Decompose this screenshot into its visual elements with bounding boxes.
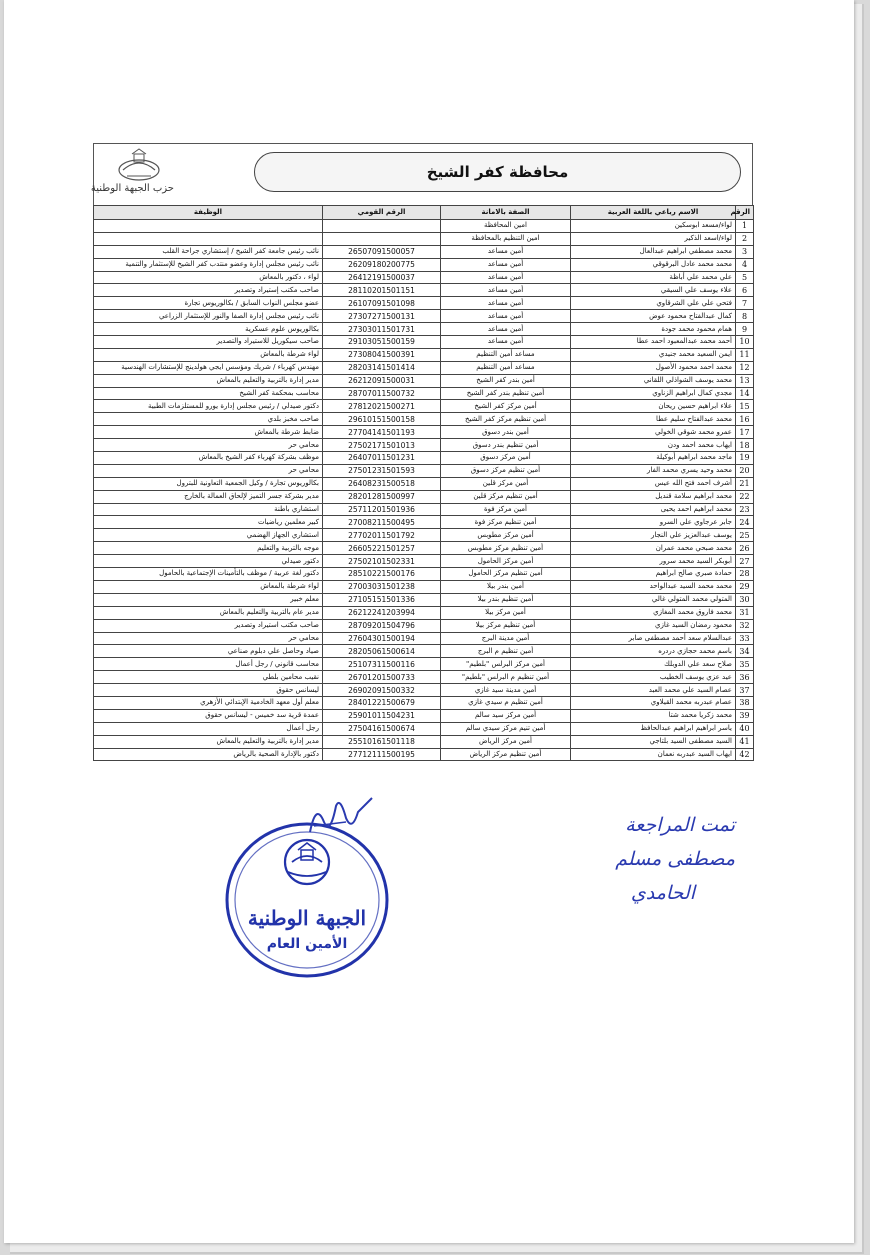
cell-national-id: 26212091500031 — [323, 374, 441, 387]
cell-job: صاحب مكتب استيراد وتصدير — [94, 619, 323, 632]
table-header-row — [94, 206, 754, 220]
cell-num: 40 — [736, 722, 754, 735]
cell-role: أمين تنظيم مركز كفر الشيخ — [441, 413, 571, 426]
cell-num: 41 — [736, 735, 754, 748]
table-row — [94, 297, 754, 310]
cell-num: 42 — [736, 748, 754, 761]
table-row — [94, 722, 754, 735]
cell-name: صلاح سعد علي الدوبلك — [571, 658, 736, 671]
cell-role: أمين تنظيم مركز فوة — [441, 516, 571, 529]
cell-job: مدير إدارة بالتربية والتعليم بالمعاش — [94, 374, 323, 387]
cell-num: 10 — [736, 336, 754, 349]
cell-job: ضابط شرطة بالمعاش — [94, 426, 323, 439]
cell-national-id: 27307271500131 — [323, 310, 441, 323]
cell-num: 39 — [736, 709, 754, 722]
cell-national-id: 29610151500158 — [323, 413, 441, 426]
table-row — [94, 503, 754, 516]
table-row — [94, 477, 754, 490]
cell-national-id: 26605221501257 — [323, 542, 441, 555]
cell-num: 17 — [736, 426, 754, 439]
cell-role: أمين مساعد — [441, 271, 571, 284]
cell-national-id: 27504161500674 — [323, 722, 441, 735]
table-row — [94, 452, 754, 465]
document-header — [90, 143, 753, 205]
cell-national-id: 26209180200775 — [323, 258, 441, 271]
cell-name: محمد صبحي محمد عمران — [571, 542, 736, 555]
cell-role: أمين تنظيم م البرج — [441, 645, 571, 658]
cell-num: 8 — [736, 310, 754, 323]
cell-national-id: 29103051500159 — [323, 336, 441, 349]
table-row — [94, 439, 754, 452]
cell-national-id: 27501231501593 — [323, 464, 441, 477]
cell-job: نائب رئيس مجلس إدارة الصفا والنور للإستثمار الزراعي — [94, 310, 323, 323]
cell-name: محمد مصطفي ابراهيم عبدالعال — [571, 245, 736, 258]
table-row — [94, 245, 754, 258]
cell-name: المتولي محمد المتولي غالي — [571, 593, 736, 606]
cell-num: 12 — [736, 361, 754, 374]
cell-name: كمال عبدالفتاح محمود عوض — [571, 310, 736, 323]
cell-national-id: 28510221500176 — [323, 568, 441, 581]
cell-national-id: 28709201504796 — [323, 619, 441, 632]
cell-role: أمين مساعد — [441, 258, 571, 271]
cell-num: 19 — [736, 452, 754, 465]
table-row — [94, 748, 754, 761]
cell-name: عصام عبدربه محمد القيلاوي — [571, 696, 736, 709]
cell-job: رجل أعمال — [94, 722, 323, 735]
cell-national-id: 27502171501013 — [323, 439, 441, 452]
cell-national-id: 28205061500614 — [323, 645, 441, 658]
cell-role: مساعد أمين التنظيم — [441, 348, 571, 361]
cell-name: لواء/اسعد الذكير — [571, 232, 736, 245]
cell-name: يوسف عبدالعزيز علي النجار — [571, 529, 736, 542]
cell-job: محاسب بمحكمة كفر الشيخ — [94, 387, 323, 400]
stamp-office: الأمين العام — [266, 936, 348, 952]
cell-name: محمد عبدالفتاح سليم عطا — [571, 413, 736, 426]
cell-num: 37 — [736, 684, 754, 697]
cell-num: 36 — [736, 671, 754, 684]
cell-national-id: 28401221500679 — [323, 696, 441, 709]
cell-job: معلم خبير — [94, 593, 323, 606]
cell-job: نقيب محامين بلطي — [94, 671, 323, 684]
cell-role: أمين بندر بيلا — [441, 580, 571, 593]
cell-num: 18 — [736, 439, 754, 452]
cell-num: 16 — [736, 413, 754, 426]
cell-name: محمد فاروق محمد المغازي — [571, 606, 736, 619]
cell-job: بكالوريوس تجارة / وكيل الجمعية التعاونية للبترول — [94, 477, 323, 490]
cell-name: محمد محمد السيد عبدالواحد — [571, 580, 736, 593]
cell-role: أمين مساعد — [441, 336, 571, 349]
cell-role: أمين مركز مطوبس — [441, 529, 571, 542]
cell-num: 24 — [736, 516, 754, 529]
cell-national-id — [323, 220, 441, 233]
cell-role: أمين مدينة البرج — [441, 632, 571, 645]
cell-name: محمد ابراهيم احمد يحيى — [571, 503, 736, 516]
cell-num: 13 — [736, 374, 754, 387]
table-body — [94, 220, 754, 761]
cell-job: معلم أول معهد الخادمية الإبتدائي الأزهري — [94, 696, 323, 709]
cell-role: أمين تنظيم مركز مطوبس — [441, 542, 571, 555]
cell-national-id: 26412191500037 — [323, 271, 441, 284]
cell-national-id: 28201281500997 — [323, 490, 441, 503]
cell-num: 14 — [736, 387, 754, 400]
table-row — [94, 258, 754, 271]
cell-role: أمين مركز قلين — [441, 477, 571, 490]
cell-job: صاحب مكتب إستيراد وتصدير — [94, 284, 323, 297]
cell-num: 32 — [736, 619, 754, 632]
cell-num: 1 — [736, 220, 754, 233]
cell-name: عبدالسلام سعد أحمد مصطفى صابر — [571, 632, 736, 645]
cell-name: عصام السيد علي محمد العبد — [571, 684, 736, 697]
cell-role: أمين تنظيم مركز دسوق — [441, 464, 571, 477]
cell-role: أمين تنظيم م سيدي غازي — [441, 696, 571, 709]
cell-national-id: 26701201500733 — [323, 671, 441, 684]
cell-num: 21 — [736, 477, 754, 490]
cell-job: موظف بشركة كهرباء كفر الشيخ بالمعاش — [94, 452, 323, 465]
cell-name: محمد زكريا محمد شتا — [571, 709, 736, 722]
table-row — [94, 220, 754, 233]
cell-num: 7 — [736, 297, 754, 310]
cell-job: استشاري باطنة — [94, 503, 323, 516]
table-row — [94, 516, 754, 529]
cell-role: أمين مساعد — [441, 245, 571, 258]
table-row — [94, 735, 754, 748]
cell-role: أمين مركز دسوق — [441, 452, 571, 465]
cell-national-id: 27604301500194 — [323, 632, 441, 645]
cell-num: 6 — [736, 284, 754, 297]
cell-national-id: 26407011501231 — [323, 452, 441, 465]
cell-job: لواء شرطة بالمعاش — [94, 580, 323, 593]
table-row — [94, 323, 754, 336]
cell-num: 25 — [736, 529, 754, 542]
cell-national-id: 25107311500116 — [323, 658, 441, 671]
members-table — [93, 205, 754, 761]
table-row — [94, 709, 754, 722]
cell-num: 31 — [736, 606, 754, 619]
cell-national-id: 27303011501731 — [323, 323, 441, 336]
cell-job — [94, 220, 323, 233]
column-header-id: الرقم القومي — [323, 206, 441, 220]
cell-role: امين التنظيم بالمحافظة — [441, 232, 571, 245]
cell-job: استشاري الجهاز الهضمي — [94, 529, 323, 542]
cell-num: 22 — [736, 490, 754, 503]
official-stamp — [222, 820, 392, 980]
cell-job: محاسب قانوني / رجل أعمال — [94, 658, 323, 671]
cell-name: ايهاب محمد احمد ودن — [571, 439, 736, 452]
cell-num: 2 — [736, 232, 754, 245]
cell-role: امين المحافظة — [441, 220, 571, 233]
cell-national-id: 27702011501792 — [323, 529, 441, 542]
table-row — [94, 336, 754, 349]
review-note — [555, 808, 735, 910]
cell-num: 33 — [736, 632, 754, 645]
cell-role: أمين مركز بيلا — [441, 606, 571, 619]
cell-name: عمرو محمد شوقي الخولي — [571, 426, 736, 439]
cell-name: علي محمد علي أباظة — [571, 271, 736, 284]
table-row — [94, 542, 754, 555]
cell-role: أمين مركز البرلس "بلطيم" — [441, 658, 571, 671]
cell-national-id: 27812021500271 — [323, 400, 441, 413]
cell-num: 4 — [736, 258, 754, 271]
cell-job — [94, 232, 323, 245]
cell-national-id: 27003031501238 — [323, 580, 441, 593]
table-row — [94, 490, 754, 503]
table-row — [94, 658, 754, 671]
table-row — [94, 464, 754, 477]
table-row — [94, 310, 754, 323]
table-row — [94, 684, 754, 697]
table-row — [94, 696, 754, 709]
signature-scribble — [306, 792, 376, 836]
cell-role: أمين تنظيم مركز قلين — [441, 490, 571, 503]
cell-role: أمين مساعد — [441, 297, 571, 310]
cell-name: عيد عزي يوسف الخطيب — [571, 671, 736, 684]
cell-job: مهندس كهرباء / شريك ومؤسس ايجي هولدينج للإستشارات الهندسية — [94, 361, 323, 374]
review-note-line1: تمت المراجعة — [625, 814, 735, 836]
cell-job: عمدة قرية سد خميس - ليسانس حقوق — [94, 709, 323, 722]
table-row — [94, 413, 754, 426]
cell-name: أحمد محمد عبدالمعبود احمد عطا — [571, 336, 736, 349]
column-header-num: الرقم — [736, 206, 754, 220]
cell-job: بكالوريوس علوم عسكرية — [94, 323, 323, 336]
cell-num: 5 — [736, 271, 754, 284]
table-row — [94, 426, 754, 439]
cell-role: أمين تنظيم مركز الرياض — [441, 748, 571, 761]
table-row — [94, 400, 754, 413]
cell-num: 20 — [736, 464, 754, 477]
cell-national-id: 26902091500332 — [323, 684, 441, 697]
cell-job: نائب رئيس جامعة كفر الشيخ / إستشاري جراحة القلب — [94, 245, 323, 258]
table-row — [94, 387, 754, 400]
cell-name: حمادة صبري صالح ابراهيم — [571, 568, 736, 581]
cell-name: جابر عرجاوي علي السرو — [571, 516, 736, 529]
table-row — [94, 284, 754, 297]
cell-role: أمين تنظيم مركز بيلا — [441, 619, 571, 632]
cell-name: باسم محمد حجازي دردره — [571, 645, 736, 658]
table-row — [94, 361, 754, 374]
table-row — [94, 619, 754, 632]
cell-job: دكتور صيدلي — [94, 555, 323, 568]
column-header-role: الصفة بالامانة — [441, 206, 571, 220]
cell-job: نائب رئيس مجلس إدارة وعضو منتدب كفر الشيخ للإستثمار والتنمية — [94, 258, 323, 271]
page-title: محافظة كفر الشيخ — [254, 152, 741, 192]
cell-name: لواء/مسعد ابوسكين — [571, 220, 736, 233]
cell-national-id: 25901011504231 — [323, 709, 441, 722]
cell-job: مدير إدارة بالتربية والتعليم بالمعاش — [94, 735, 323, 748]
cell-job: دكتور صيدلي / رئيس مجلس إدارة يورو للمستلزمات الطبية — [94, 400, 323, 413]
cell-role: أمين مركز كفر الشيخ — [441, 400, 571, 413]
cell-num: 35 — [736, 658, 754, 671]
cell-role: أمين تنيم مركز سيدي سالم — [441, 722, 571, 735]
table-row — [94, 271, 754, 284]
cell-num: 38 — [736, 696, 754, 709]
cell-name: ياسر ابراهيم ابراهيم عبدالحافظ — [571, 722, 736, 735]
cell-job: مدير عام بالتربية والتعليم بالمعاش — [94, 606, 323, 619]
cell-name: علاء ابراهيم حسين ريحان — [571, 400, 736, 413]
column-header-name: الاسم رباعي باللغة العربية — [571, 206, 736, 220]
cell-role: أمين تنظيم بندر بيلا — [441, 593, 571, 606]
table-row — [94, 348, 754, 361]
cell-job: لواء ، دكتور بالمعاش — [94, 271, 323, 284]
cell-national-id: 27105151501336 — [323, 593, 441, 606]
column-header-job: الوظيفة — [94, 206, 323, 220]
cell-role: أمين بندر دسوق — [441, 426, 571, 439]
cell-name: أبوبكر السيد محمد سرور — [571, 555, 736, 568]
cell-national-id — [323, 232, 441, 245]
cell-national-id: 27712111500195 — [323, 748, 441, 761]
cell-name: ماجد محمد ابراهيم أبوكيلة — [571, 452, 736, 465]
cell-national-id: 27308041500391 — [323, 348, 441, 361]
party-logo-text: حزب الجبهة الوطنية — [90, 183, 174, 194]
cell-role: مساعد أمين التنظيم — [441, 361, 571, 374]
stamp-org-name: الجبهة الوطنية — [247, 906, 367, 930]
table-row — [94, 593, 754, 606]
cell-national-id: 26212241203994 — [323, 606, 441, 619]
cell-num: 29 — [736, 580, 754, 593]
cell-national-id: 28203141501414 — [323, 361, 441, 374]
cell-job: محامي حر — [94, 632, 323, 645]
cell-role: أمين مركز فوة — [441, 503, 571, 516]
cell-name: محمد محمد عادل البرقوقي — [571, 258, 736, 271]
table-row — [94, 568, 754, 581]
cell-name: همام محمود محمد جودة — [571, 323, 736, 336]
cell-num: 26 — [736, 542, 754, 555]
cell-name: محمد احمد محمود الأصول — [571, 361, 736, 374]
cell-num: 15 — [736, 400, 754, 413]
cell-num: 34 — [736, 645, 754, 658]
cell-num: 23 — [736, 503, 754, 516]
cell-num: 9 — [736, 323, 754, 336]
cell-num: 30 — [736, 593, 754, 606]
cell-job: صاحب سيكوريل للاستيراد والتصدير — [94, 336, 323, 349]
cell-name: محمود رمضان السيد غازي — [571, 619, 736, 632]
cell-job: صاحب مخبز بلدي — [94, 413, 323, 426]
cell-num: 28 — [736, 568, 754, 581]
cell-national-id: 26107091501098 — [323, 297, 441, 310]
cell-job: محامي حر — [94, 439, 323, 452]
cell-job: دكتور بالإدارة الصحية بالرياض — [94, 748, 323, 761]
table-row — [94, 632, 754, 645]
cell-name: محمد وحيد يسري محمد الفار — [571, 464, 736, 477]
review-note-line2: مصطفى مسلم — [615, 848, 735, 870]
cell-job: صياد وحاصل علي دبلوم صناعي — [94, 645, 323, 658]
cell-role: أمين تنظيم بندر كفر الشيخ — [441, 387, 571, 400]
cell-national-id: 27008211500495 — [323, 516, 441, 529]
cell-national-id: 28707011500732 — [323, 387, 441, 400]
cell-job: موجه بالتربية والتعليم — [94, 542, 323, 555]
cell-job: كبير معلمين رياضيات — [94, 516, 323, 529]
cell-job: ليسانس حقوق — [94, 684, 323, 697]
cell-role: أمين مساعد — [441, 323, 571, 336]
cell-national-id: 27502101502331 — [323, 555, 441, 568]
cell-job: عضو مجلس النواب السابق / بكالوريوس تجارة — [94, 297, 323, 310]
cell-national-id: 27704141501193 — [323, 426, 441, 439]
table-row — [94, 529, 754, 542]
cell-role: أمين بندر كفر الشيخ — [441, 374, 571, 387]
cell-job: مدير بشركة جسر التميز لإلحاق العمالة بالخارج — [94, 490, 323, 503]
cell-name: محمد يوسف الشواذلي اللقاني — [571, 374, 736, 387]
cell-name: ايهاب السيد عبدربه نعمان — [571, 748, 736, 761]
cell-role: أمين تنظيم م البرلس "بلطيم" — [441, 671, 571, 684]
cell-national-id: 25711201501936 — [323, 503, 441, 516]
cell-num: 27 — [736, 555, 754, 568]
cell-role: أمين مركز الحامول — [441, 555, 571, 568]
cell-name: أشرف احمد فتح الله عيس — [571, 477, 736, 490]
cell-national-id: 25510161501118 — [323, 735, 441, 748]
table-row — [94, 645, 754, 658]
cell-num: 11 — [736, 348, 754, 361]
table-row — [94, 232, 754, 245]
cell-role: أمين تنظيم مركز الحامول — [441, 568, 571, 581]
cell-name: السيد مصطفى السيد بلتاجي — [571, 735, 736, 748]
stamp-seal-icon — [222, 820, 392, 980]
cell-role: أمين مركز سيد سالم — [441, 709, 571, 722]
cell-national-id: 26408231500518 — [323, 477, 441, 490]
review-note-line3: الحامدي — [630, 882, 695, 904]
table-row — [94, 580, 754, 593]
table-row — [94, 555, 754, 568]
cell-job: محامي حر — [94, 464, 323, 477]
cell-name: ايمن السعيد محمد جنيدي — [571, 348, 736, 361]
table-row — [94, 671, 754, 684]
table-row — [94, 374, 754, 387]
cell-num: 3 — [736, 245, 754, 258]
party-emblem-icon — [117, 148, 161, 182]
cell-name: فتحي علي علي الشرقاوي — [571, 297, 736, 310]
cell-national-id: 26507091500057 — [323, 245, 441, 258]
cell-national-id: 28110201501151 — [323, 284, 441, 297]
cell-job: دكتور لغة عربية / موظف بالتأمينات الإجتماعية بالحامول — [94, 568, 323, 581]
cell-name: محمد ابراهيم سلامة قنديل — [571, 490, 736, 503]
party-logo — [90, 148, 174, 204]
cell-role: أمين مركز الرياض — [441, 735, 571, 748]
cell-role: أمين مساعد — [441, 310, 571, 323]
cell-name: علاء يوسف علي السيقي — [571, 284, 736, 297]
cell-job: لواء شرطة بالمعاش — [94, 348, 323, 361]
table-row — [94, 606, 754, 619]
cell-role: أمين مدينة سيد غازي — [441, 684, 571, 697]
cell-role: أمين مساعد — [441, 284, 571, 297]
cell-role: أمين تنظيم بندر دسوق — [441, 439, 571, 452]
cell-name: مجدي كمال ابراهيم الزناوي — [571, 387, 736, 400]
